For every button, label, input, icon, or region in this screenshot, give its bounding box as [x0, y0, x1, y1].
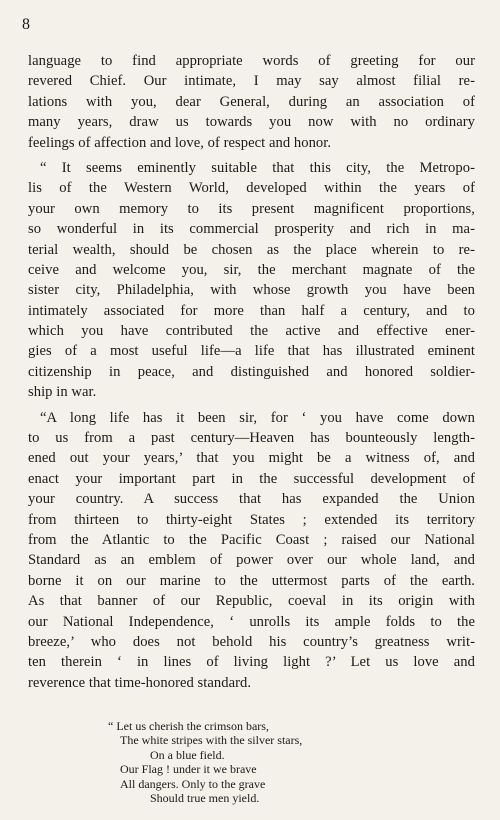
text-line: your own memory to its present magnificent proportions, [28, 200, 475, 217]
text-line: intimately associated for more than half a century, and to [28, 302, 475, 319]
text-line: sister city, Philadelphia, with whose growth you have been [28, 282, 475, 299]
text-line: revered Chief. Our intimate, I may say almost filial re- [28, 73, 475, 90]
text-line: many years, draw us towards you now with no ordinary [28, 114, 475, 131]
page-number: 8 [22, 16, 30, 33]
text-line: gies of a most useful life—a life that has illustrated eminent [28, 343, 475, 360]
text-line: breeze,’ who does not behold his country’s greatness writ- [28, 633, 475, 650]
poem-line: Our Flag ! under it we brave [120, 762, 257, 777]
paragraph-1 [28, 51, 475, 153]
body-text [28, 51, 475, 693]
text-line: borne it on our marine to the uttermost parts of the earth. [28, 572, 475, 589]
poem-line: On a blue field. [150, 747, 225, 762]
text-line: from thirteen to thirty-eight States ; extended its territory [28, 511, 475, 528]
text-line: ceive and welcome you, sir, the merchant magnate of the [28, 261, 475, 278]
text-line: to us from a past century—Heaven has bounteously length- [28, 430, 475, 447]
text-line: lis of the Western World, developed within the years of [28, 180, 475, 197]
text-line: As that banner of our Republic, coeval in its origin with [28, 593, 475, 610]
text-line: Standard as an emblem of power over our whole land, and [28, 552, 475, 569]
text-line: reverence that time-honored standard. [28, 674, 252, 691]
text-line: language to find appropriate words of greeting for our [28, 53, 475, 69]
text-line: from the Atlantic to the Pacific Coast ; raised our National [28, 531, 475, 548]
text-line: enact your important part in the successful development of [28, 470, 475, 487]
text-line: lations with you, dear General, during an association of [28, 93, 475, 110]
paragraph-3 [28, 408, 475, 693]
text-line: ened out your years,’ that you might be a witness of, and [28, 450, 475, 467]
text-line: your country. A success that has expanded the Union [28, 491, 475, 508]
text-line: ship in war. [28, 384, 97, 401]
text-line: “A long life has it been sir, for ‘ you have come down [40, 409, 475, 426]
text-line: so wonderful in its commercial prosperity and rich in ma- [28, 221, 475, 238]
poem-line: Should true men yield. [150, 790, 260, 805]
poem-line: The white stripes with the silver stars, [120, 733, 303, 748]
text-line: terial wealth, should be chosen as the place wherein to re- [28, 241, 475, 258]
text-line: feelings of affection and love, of respect and honor. [28, 134, 332, 151]
text-line: ten therein ‘ in lines of living light ?’ Let us love and [28, 654, 475, 671]
paragraph-2 [28, 158, 475, 403]
text-line: citizenship in peace, and distinguished and honored soldier- [28, 363, 475, 380]
text-line: our National Independence, ‘ unrolls its ample folds to the [28, 613, 475, 630]
poem-quote [108, 719, 408, 805]
text-line: which you have contributed the active and effective ener- [28, 323, 475, 340]
poem-line: All dangers. Only to the grave [120, 776, 266, 791]
text-line: “ It seems eminently suitable that this city, the Metropo- [40, 159, 475, 176]
poem-line: “ Let us cherish the crimson bars, [108, 719, 269, 733]
